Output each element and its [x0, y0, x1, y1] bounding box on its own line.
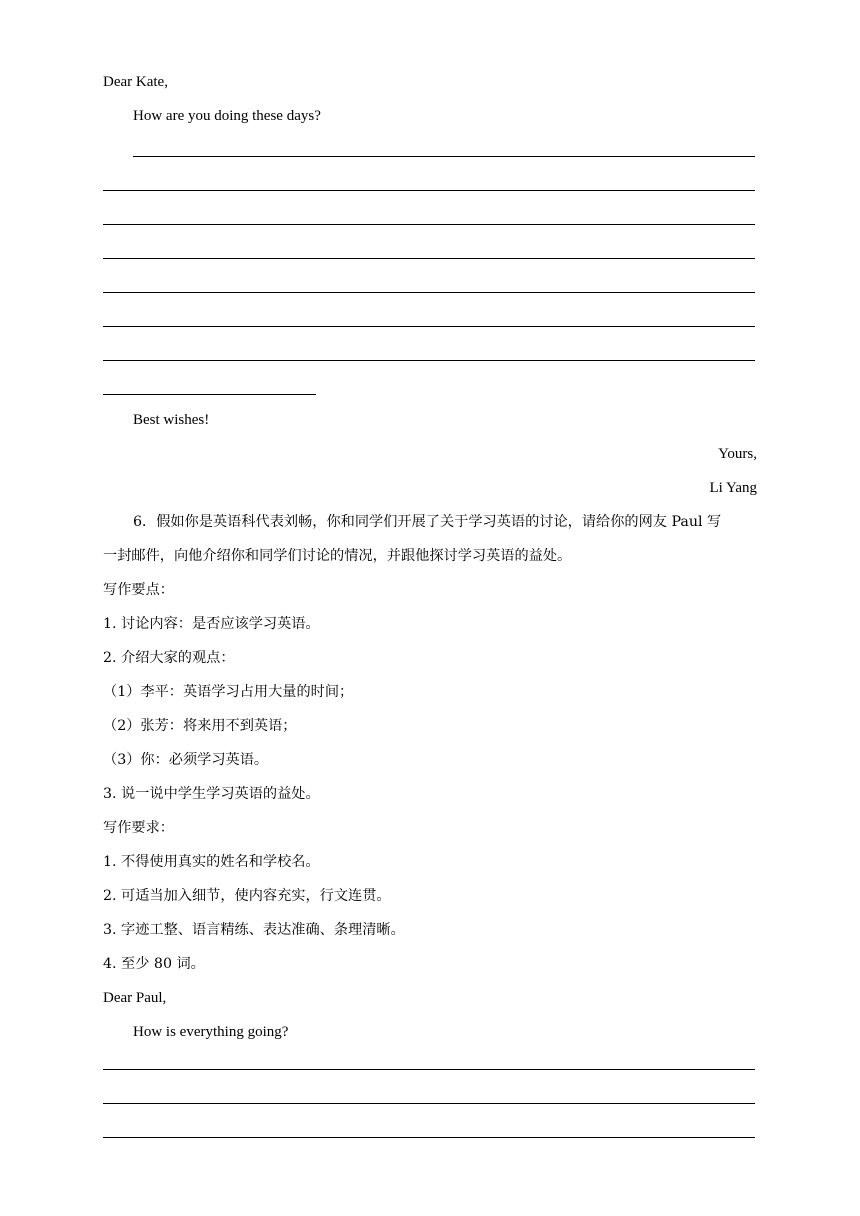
point-item: （1）李平：英语学习占用大量的时间；	[103, 684, 354, 700]
answer-line[interactable]	[103, 190, 755, 191]
answer-line[interactable]	[103, 326, 755, 327]
letter2-opening: How is everything going?	[133, 1024, 289, 1040]
answer-line[interactable]	[103, 292, 755, 293]
letter1-opening: How are you doing these days?	[133, 108, 321, 124]
letter1-closing: Best wishes!	[133, 412, 210, 428]
answer-line[interactable]	[103, 258, 755, 259]
task6-prompt-line1: 6．假如你是英语科代表刘畅，你和同学们开展了关于学习英语的讨论，请给你的网友 Paul 写	[133, 514, 722, 530]
point-item: 3. 说一说中学生学习英语的益处。	[103, 786, 320, 802]
point-item: 1. 讨论内容：是否应该学习英语。	[103, 616, 320, 632]
requirement-item: 1. 不得使用真实的姓名和学校名。	[103, 854, 320, 870]
answer-line-short[interactable]	[103, 394, 316, 395]
point-item: （2）张芳：将来用不到英语；	[103, 718, 297, 734]
point-item: （3）你：必须学习英语。	[103, 752, 269, 768]
answer-line[interactable]	[133, 156, 755, 157]
letter1-salutation: Dear Kate,	[103, 74, 168, 90]
answer-line[interactable]	[103, 1137, 755, 1138]
answer-line[interactable]	[103, 224, 755, 225]
point-item: 2. 介绍大家的观点：	[103, 650, 235, 666]
points-heading: 写作要点：	[103, 582, 174, 598]
task6-prompt-line2: 一封邮件，向他介绍你和同学们讨论的情况，并跟他探讨学习英语的益处。	[103, 548, 572, 564]
answer-line[interactable]	[103, 360, 755, 361]
letter1-signoff: Yours,	[718, 446, 757, 462]
letter2-salutation: Dear Paul,	[103, 990, 167, 1006]
letter1-signature: Li Yang	[709, 480, 757, 496]
answer-line[interactable]	[103, 1069, 755, 1070]
requirements-heading: 写作要求：	[103, 820, 174, 836]
requirement-item: 4. 至少 80 词。	[103, 956, 205, 972]
requirement-item: 3. 字迹工整、语言精练、表达准确、条理清晰。	[103, 922, 405, 938]
requirement-item: 2. 可适当加入细节，使内容充实，行文连贯。	[103, 888, 391, 904]
answer-line[interactable]	[103, 1103, 755, 1104]
